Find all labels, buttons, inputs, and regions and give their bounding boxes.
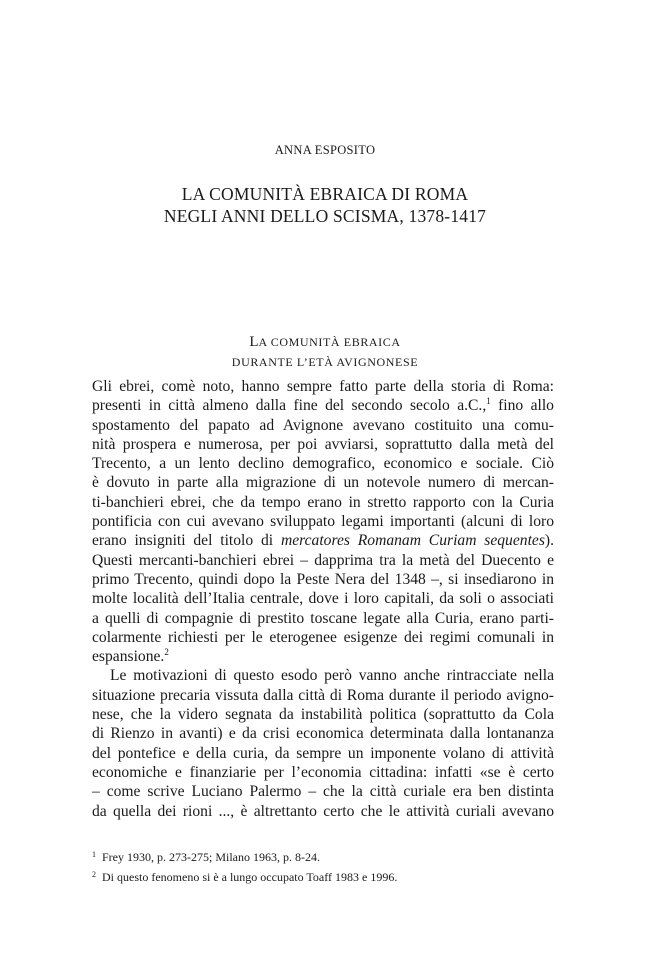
- body-line: molte località dell’Italia centrale, dove i loro capitali, da soli o associati: [92, 590, 554, 608]
- body-line: primo Trecento, quindi dopo la Peste Nera del 1348 –, si insediarono in: [92, 570, 554, 588]
- body-line: Questi mercanti-banchieri ebrei – dapprima tra la metà del Duecento e: [92, 551, 554, 569]
- section-heading-line-2: DURANTE L’ETÀ AVIGNONESE: [231, 355, 419, 369]
- footnote-number: 1: [92, 850, 96, 859]
- body-line: colarmente richiesti per le eterogenee esigenze dei regimi comunali in: [92, 628, 554, 646]
- body-line: erano insigniti del titolo di mercatores Romanam Curiam sequentes).: [92, 532, 554, 550]
- body-line: situazione precaria vissuta dalla città di Roma durante il periodo avigno-: [92, 686, 554, 704]
- footnote-number: 2: [92, 870, 96, 879]
- footnotes: [92, 846, 554, 886]
- body-line: presenti in città almeno dalla fine del secondo secolo a.C.,$^1$ fino allo: [92, 396, 554, 415]
- body-line: da quella dei rioni ..., è altrettanto certo che le attività curiali avevano: [92, 802, 554, 820]
- title-line-1: LA COMUNITÀ EBRAICA DI ROMA: [181, 184, 469, 204]
- body-line: Le motivazioni di questo esodo però vanno anche rintracciate nella: [110, 667, 554, 685]
- body-line: ti-banchieri ebrei, che da tempo erano in stretto rapporto con la Curia: [92, 493, 554, 511]
- section-heading-line-1: LA COMUNITÀ EBRAICA: [249, 334, 401, 350]
- footnote-text: Di questo fenomeno si è a lungo occupato Toaff 1983 e 1996.: [102, 870, 398, 884]
- footnote-ref-1[interactable]: 1: [486, 396, 491, 407]
- footnote-2: [92, 866, 554, 886]
- body-line: è dovuto in parte alla migrazione di un notevole numero di mercan-: [92, 474, 554, 492]
- article-author: ANNA ESPOSITO: [274, 143, 376, 157]
- body-line: nità prospera e numerosa, per poi avviarsi, soprattutto dalla metà del: [92, 435, 554, 453]
- body-line: nese, che la videro segnata da instabilità politica (soprattutto da Cola: [92, 706, 554, 724]
- title-line-2: NEGLI ANNI DELLO SCISMA, 1378-1417: [163, 206, 487, 226]
- body-line: Gli ebrei, comè noto, hanno sempre fatto parte della storia di Roma:: [92, 378, 554, 395]
- body-text: [92, 377, 554, 821]
- italic-latin-phrase: mercatores Romanam Curiam sequentes: [280, 532, 545, 550]
- article-title: [0, 183, 650, 227]
- footnote-ref-2[interactable]: 2: [164, 647, 169, 658]
- body-line: economiche e finanziarie per l’economia cittadina: infatti «se è certo: [92, 763, 554, 781]
- footnote-text: Frey 1930, p. 273-275; Milano 1963, p. 8-24.: [102, 850, 320, 864]
- body-line: del pontefice e della curia, da sempre un imponente volano di attività: [92, 744, 554, 762]
- body-line: Trecento, a un lento declino demografico, economico e sociale. Ciò: [92, 455, 554, 473]
- footnote-1: [92, 846, 554, 866]
- section-heading: [0, 332, 650, 372]
- body-line: di Rienzo in avanti) e da crisi economica determinata dalla lontananza: [92, 725, 554, 743]
- body-line: pontificia con cui avevano sviluppato legami importanti (alcuni di loro: [92, 513, 554, 531]
- body-line: espansione.$^2$: [92, 647, 169, 666]
- body-line: a quelli di compagnie di prestito toscane legate alla Curia, erano parti-: [92, 609, 554, 627]
- body-line: – come scrive Luciano Palermo – che la città curiale era ben distinta: [92, 783, 554, 801]
- body-line: spostamento del papato ad Avignone avevano costituito una comu-: [92, 416, 554, 434]
